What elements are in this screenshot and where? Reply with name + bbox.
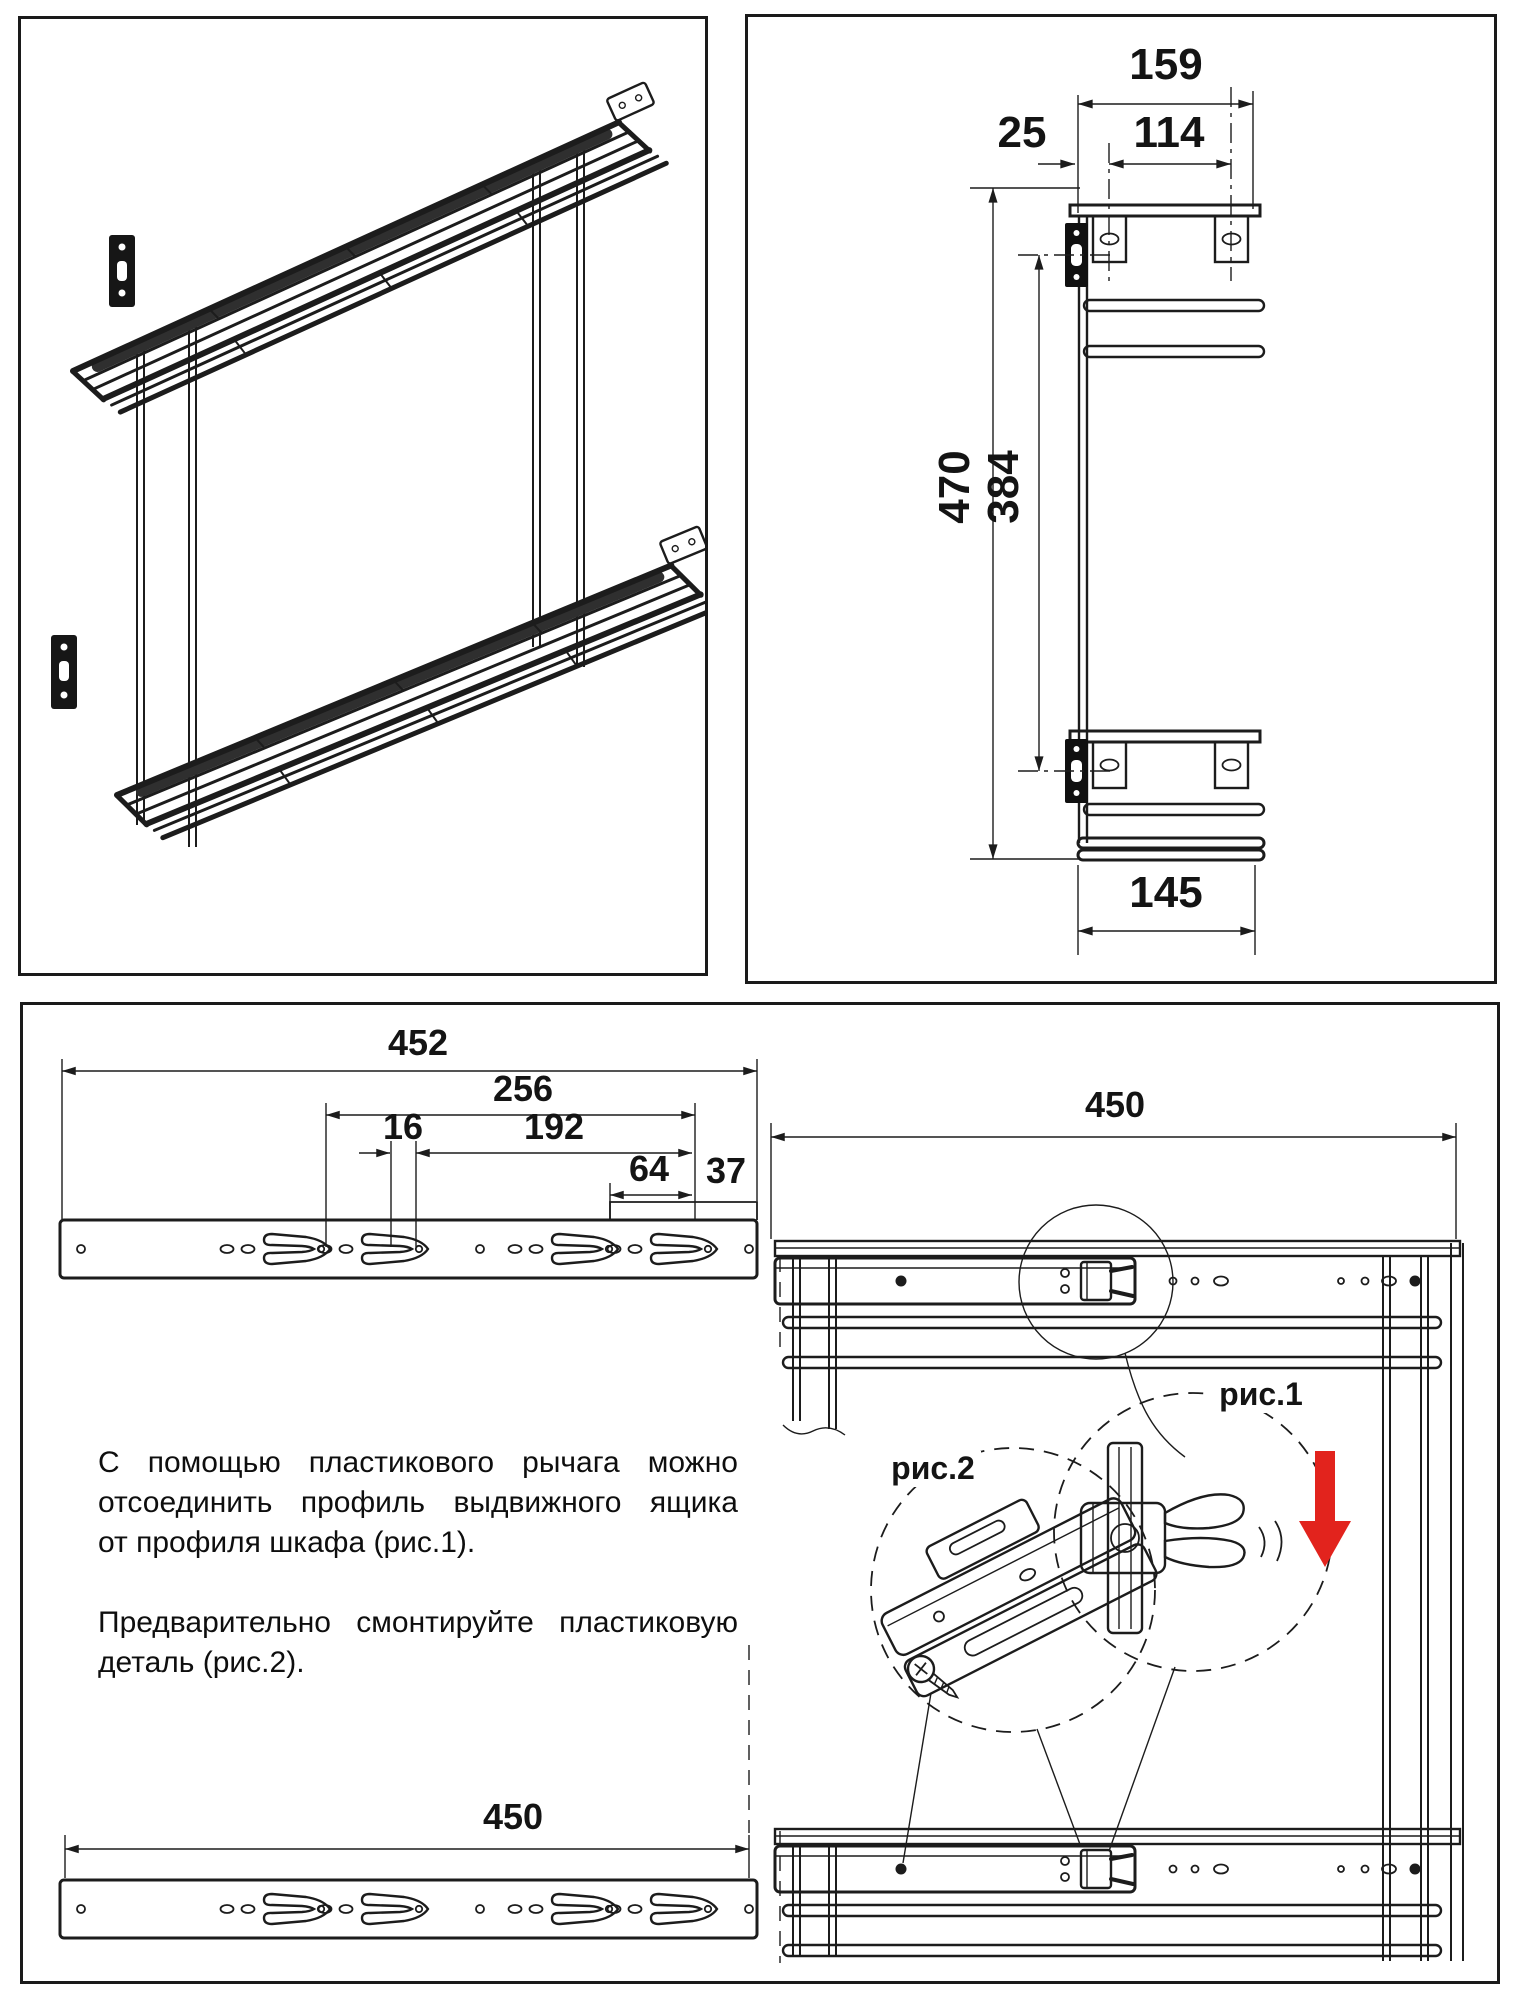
upper-basket	[62, 82, 679, 423]
dim-label-452: 452	[387, 1022, 449, 1063]
slide-bracket-lower	[51, 635, 77, 709]
dim-label-450-bottom: 450	[482, 1796, 544, 1837]
dim-label-16: 16	[382, 1106, 424, 1147]
dim-label-470: 470	[930, 450, 979, 524]
side-view-drawing	[748, 17, 1494, 981]
screw-icon	[903, 1651, 965, 1708]
instruction-paragraph-2	[98, 1603, 738, 1683]
instruction-line: С помощью пластикового рычага можно	[98, 1446, 738, 1479]
panel-mounting-instructions	[20, 1002, 1500, 1984]
dim-label-37: 37	[705, 1150, 747, 1191]
detail-fig1	[1054, 1376, 1351, 1671]
dim-label-64: 64	[628, 1148, 670, 1189]
fig2-label: рис.2	[891, 1450, 975, 1486]
detail-callout-circle	[1019, 1205, 1173, 1359]
drawer-slide-top-view-lower	[60, 1645, 757, 1938]
dim-label-384: 384	[979, 450, 1028, 524]
instruction-line: Предварительно смонтируйте пластиковую	[98, 1606, 738, 1639]
dim-label-256: 256	[492, 1068, 554, 1109]
isometric-basket-drawing	[21, 19, 705, 973]
slide-bracket-upper	[109, 235, 135, 307]
instruction-line: деталь (рис.2).	[98, 1646, 305, 1679]
red-down-arrow-icon	[1299, 1451, 1351, 1567]
fig1-label: рис.1	[1219, 1376, 1303, 1412]
detail-fig2	[860, 1448, 1159, 1863]
cabinet-assembly-bottom	[775, 1829, 1460, 1963]
instruction-text	[98, 1443, 738, 1683]
instruction-line: от профиля шкафа (рис.1).	[98, 1526, 476, 1559]
dim-label-450-top: 450	[1084, 1084, 1146, 1125]
panel-isometric-view	[18, 16, 708, 976]
dim-label-159: 159	[1129, 40, 1203, 89]
drawer-slide-top-view	[60, 1022, 757, 1278]
dim-label-145: 145	[1129, 868, 1203, 917]
instruction-line: отсоединить профиль выдвижного ящика	[98, 1486, 738, 1519]
dim-label-25: 25	[997, 108, 1047, 157]
dim-label-114: 114	[1133, 108, 1205, 157]
panel-side-view	[745, 14, 1497, 984]
dim-label-192: 192	[523, 1106, 585, 1147]
instruction-paragraph-1	[98, 1443, 738, 1563]
